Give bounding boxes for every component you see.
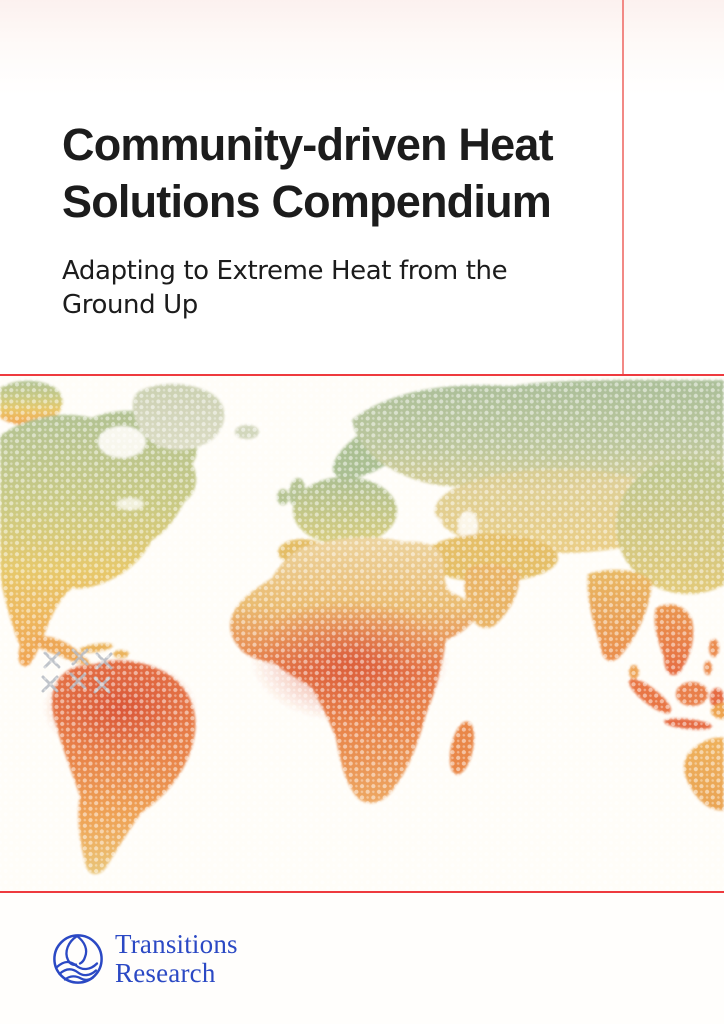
cover-footer	[0, 893, 724, 1024]
cover-title-line1: Community-driven Heat	[62, 119, 553, 170]
org-name-line1: Transitions	[115, 929, 238, 959]
halftone-overlay	[0, 376, 724, 891]
world-heat-map	[0, 376, 724, 891]
cover-title-line2: Solutions Compendium	[62, 176, 551, 227]
cover-title	[62, 116, 602, 230]
title-block	[62, 116, 602, 322]
vertical-accent-rule	[622, 0, 624, 374]
org-name	[115, 930, 238, 988]
org-name-line2: Research	[115, 958, 216, 988]
cover-subtitle: Adapting to Extreme Heat from the Ground Up	[62, 256, 508, 320]
cover-header	[0, 0, 724, 374]
waves-circle-logo-icon	[52, 933, 104, 985]
org-logo	[52, 930, 238, 988]
world-heat-map-illustration	[0, 376, 724, 891]
